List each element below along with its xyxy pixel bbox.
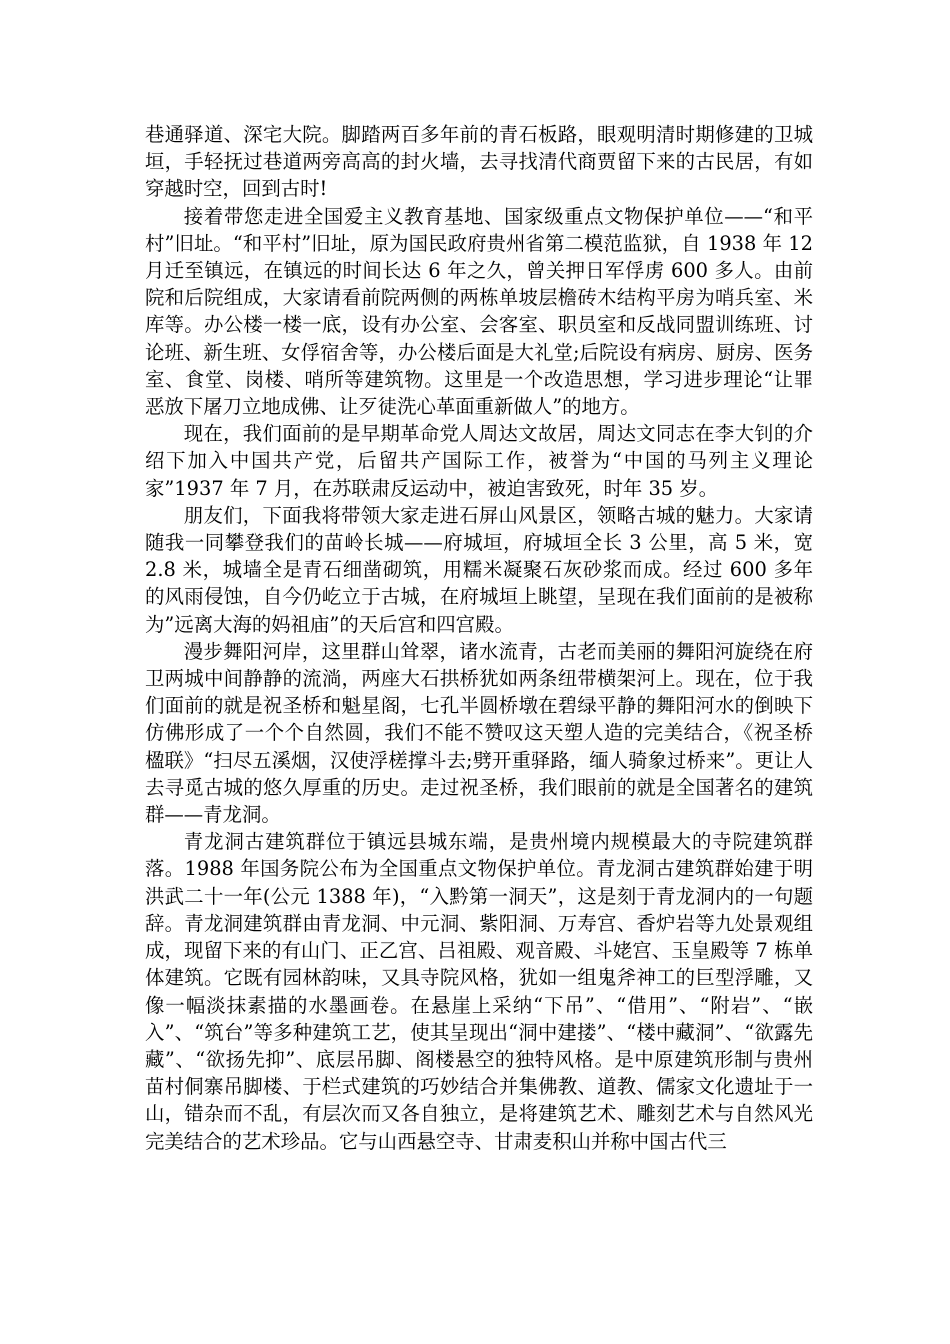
paragraph-heping-village: 接着带您走进全国爱主义教育基地、国家级重点文物保护单位——“和平村”旧址。“和平村”旧址，原为国民政府贵州省第二模范监狱，自 1938 年 12 月迁至镇远，在镇远的时间长达 6 年之久，曾关押日军俘虏 600 多人。由前院和后院组成，大家请看前院两侧的两栋单坡层檐砖木结构平房为哨兵室、米库等。办公楼一楼一底，设有办公室、会客室、职员室和反战同盟训练班、讨论班、新生班、女俘宿舍等，办公楼后面是大礼堂;后院设有病房、厨房、医务室、食堂、岗楼、哨所等建筑物。这里是一个改造思想，学习进步理论“让罪恶放下屠刀立地成佛、让歹徒洗心革面重新做人”的地方。 bbox=[145, 204, 813, 419]
paragraph-alley-intro: 巷通驿道、深宅大院。脚踏两百多年前的青石板路，眼观明清时期修建的卫城垣，手轻抚过巷道两旁高高的封火墙，去寻找清代商贾留下来的古民居，有如穿越时空，回到古时! bbox=[145, 123, 813, 201]
paragraph-wuyang-river: 漫步舞阳河岸，这里群山耸翠，诸水流青，古老而美丽的舞阳河旋绕在府卫两城中间静静的流淌，两座大石拱桥犹如两条纽带横架河上。现在，位于我们面前的就是祝圣桥和魁星阁，七孔半圆桥墩在碧绿平静的舞阳河水的倒映下仿佛形成了一个个自然圆，我们不能不赞叹这天塑人造的完美结合，《祝圣桥楹联》“扫尽五溪烟，汉使浮槎撑斗去;劈开重驿路，缅人骑象过桥来”。更让人去寻觅古城的悠久厚重的历史。走过祝圣桥，我们眼前的就是全国著名的建筑群——青龙洞。 bbox=[145, 639, 813, 827]
paragraph-qinglong-cave: 青龙洞古建筑群位于镇远县城东端，是贵州境内规模最大的寺院建筑群落。1988 年国务院公布为全国重点文物保护单位。青龙洞古建筑群始建于明洪武二十一年(公元 1388 年)，“入黔第一洞天”，这是刻于青龙洞内的一句题辞。青龙洞建筑群由青龙洞、中元洞、紫阳洞、万寿宫、香炉岩等九处景观组成，现留下来的有山门、正乙宫、吕祖殿、观音殿、斗姥宫、玉皇殿等 7 栋单体建筑。它既有园林韵味，又具寺院风格，犹如一组鬼斧神工的巨型浮雕，又像一幅淡抹素描的水墨画卷。在悬崖上采纳“下吊”、“借用”、“附岩”、“嵌入”、“筑台”等多种建筑工艺，使其呈现出“洞中建搂”、“楼中藏洞”、“欲露先藏”、“欲扬先抑”、底层吊脚、阁楼悬空的独特风格。是中原建筑形制与贵州苗村侗寨吊脚楼、于栏式建筑的巧妙结合并集佛教、道教、儒家文化遗址于一山，错杂而不乱，有层次而又各自独立，是将建筑艺术、雕刻艺术与自然风光完美结合的艺术珍品。它与山西悬空寺、甘肃麦积山并称中国古代三 bbox=[145, 830, 813, 1153]
paragraph-zhou-dawen: 现在，我们面前的是早期革命党人周达文故居，周达文同志在李大钊的介绍下加入中国共产党，后留共产国际工作，被誉为“中国的马列主义理论家”1937 年 7 月，在苏联肃反运动中，被迫害致死，时年 35 岁。 bbox=[145, 422, 813, 500]
paragraph-shiping-mountain: 朋友们，下面我将带领大家走进石屏山风景区，领略古城的魅力。大家请随我一同攀登我们的苗岭长城——府城垣，府城垣全长 3 公里，高 5 米，宽 2.8 米，城墙全是青石细凿砌筑，用糯米凝聚石灰砂浆而成。经过 600 多年的风雨侵蚀，自今仍屹立于古城，在府城垣上眺望，呈现在我们面前的是被称为”远离大海的妈祖庙”的天后宫和四宫殿。 bbox=[145, 503, 813, 636]
document-page bbox=[145, 121, 813, 1155]
